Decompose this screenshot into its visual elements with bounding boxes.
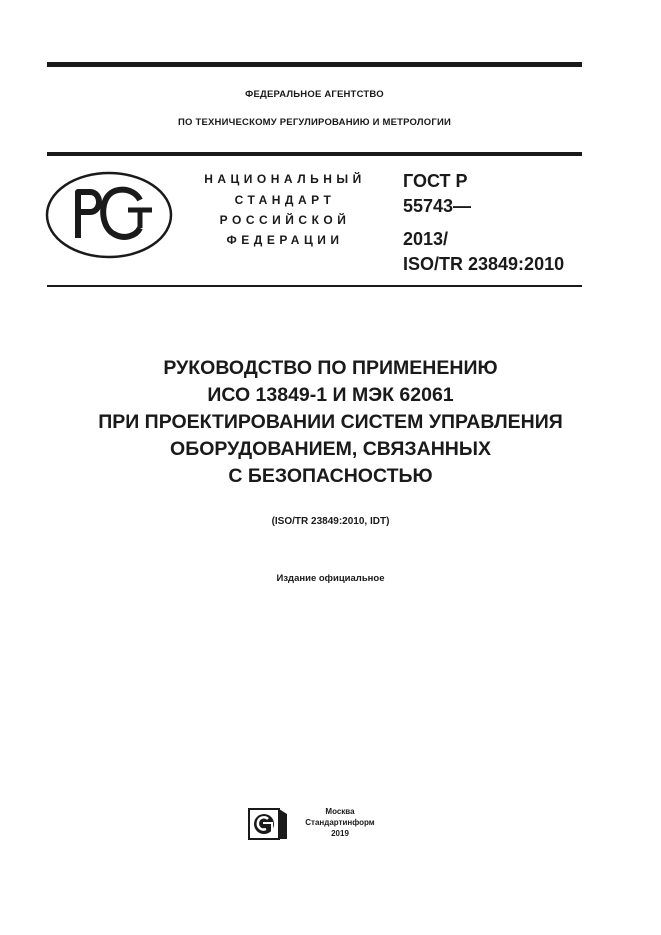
gost-designation-line: ГОСТ Р xyxy=(403,171,468,191)
standard-type-line: НАЦИОНАЛЬНЫЙ xyxy=(204,172,366,186)
identity-note: (ISO/TR 23849:2010, IDT) xyxy=(271,516,390,527)
bottom-rule xyxy=(47,285,582,287)
rst-logo-icon xyxy=(44,170,174,260)
standartinform-logo-icon xyxy=(248,808,288,840)
gost-designation-line: ISO/TR 23849:2010 xyxy=(403,254,565,274)
document-title-line: ОБОРУДОВАНИЕМ, СВЯЗАННЫХ xyxy=(170,438,491,460)
publication-year: 2019 xyxy=(331,829,349,838)
agency-name-line1: ФЕДЕРАЛЬНОЕ АГЕНТСТВО xyxy=(245,89,384,100)
edition-note: Издание официальное xyxy=(276,573,385,584)
gost-designation-line: 55743— xyxy=(403,196,472,216)
publisher-city: Москва xyxy=(325,807,355,816)
document-title-line: РУКОВОДСТВО ПО ПРИМЕНЕНИЮ xyxy=(163,357,498,379)
middle-rule xyxy=(47,152,582,156)
standard-type-line: РОССИЙСКОЙ xyxy=(219,213,351,227)
gost-designation-line: 2013/ xyxy=(403,229,449,249)
document-title-line: ПРИ ПРОЕКТИРОВАНИИ СИСТЕМ УПРАВЛЕНИЯ xyxy=(98,411,563,433)
agency-name-line2: ПО ТЕХНИЧЕСКОМУ РЕГУЛИРОВАНИЮ И МЕТРОЛОГИИ xyxy=(178,117,451,128)
top-rule xyxy=(47,62,582,67)
standard-type-line: ФЕДЕРАЦИИ xyxy=(226,233,344,247)
document-title-line: ИСО 13849-1 И МЭК 62061 xyxy=(207,384,454,406)
publisher-name: Стандартинформ xyxy=(305,818,375,827)
standard-type-line: СТАНДАРТ xyxy=(234,193,336,207)
document-title-line: С БЕЗОПАСНОСТЬЮ xyxy=(228,465,433,487)
